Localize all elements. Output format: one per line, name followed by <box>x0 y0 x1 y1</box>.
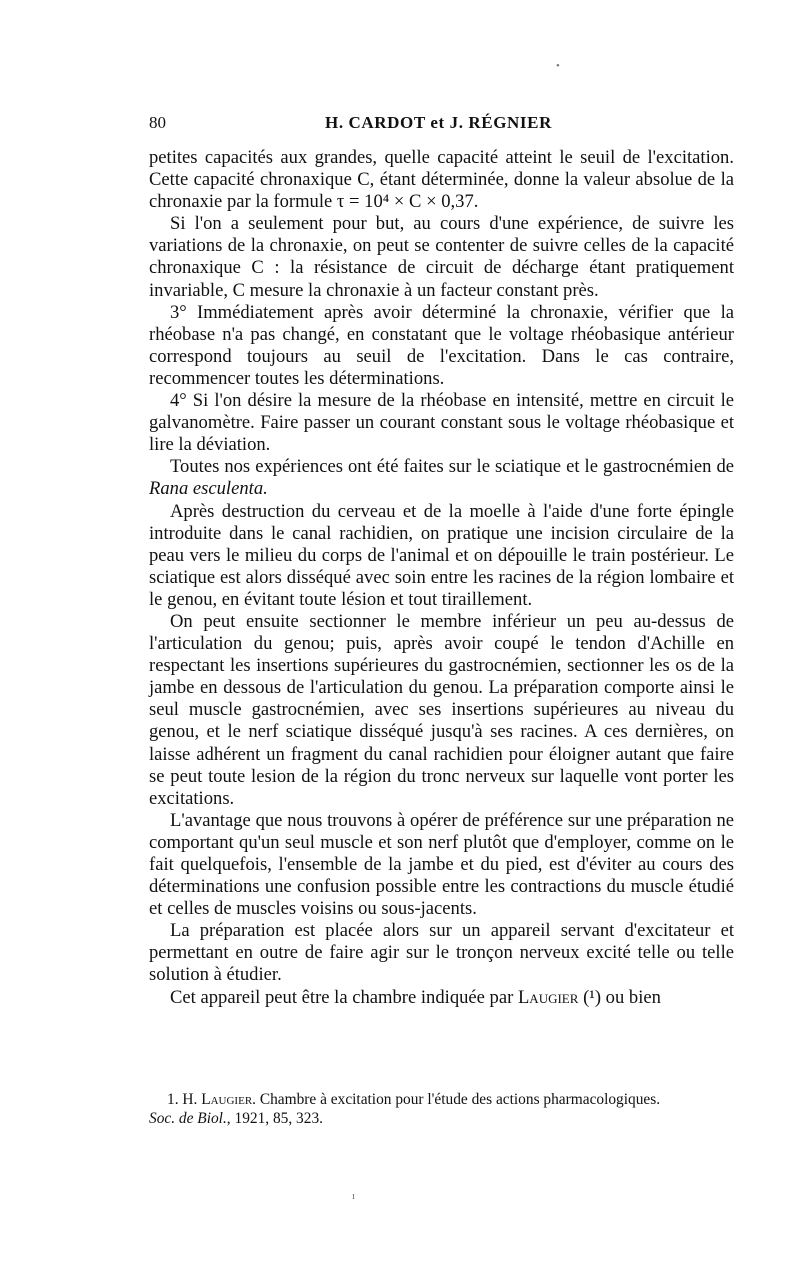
paragraph-10-text: Cet appareil peut être la chambre indiquée par <box>170 986 518 1008</box>
footnote-1-reference: , 1921, 85, 323. <box>226 1110 323 1127</box>
paragraph-5-text: Toutes nos expériences ont été faites sur le sciatique et le gastrocnémien de <box>170 456 734 478</box>
page-header <box>149 113 728 135</box>
paragraph-9: La préparation est placée alors sur un appareil servant d'excitateur et permettant en outre de faire agir sur le tronçon nerveux excité telle ou telle solution à étudier. <box>149 920 734 986</box>
paragraph-10 <box>149 987 734 1009</box>
footnote-1-citation <box>149 1109 734 1128</box>
footnote-1-author: Laugier <box>201 1091 253 1108</box>
author-name: Laugier <box>517 986 579 1008</box>
paragraph-1: petites capacités aux grandes, quelle capacité atteint le seuil de l'excitation. Cette capacité chronaxique C, étant déterminée, donne la valeur absolue de la chronaxie par la formule τ = 10⁴ × C × 0,37. <box>149 147 734 213</box>
footnotes <box>149 1090 734 1128</box>
body-text <box>149 147 734 1009</box>
footnote-reference: (¹) ou bien <box>578 986 661 1008</box>
paragraph-7: On peut ensuite sectionner le membre inférieur un peu au-dessus de l'articulation du genou; puis, après avoir coupé le tendon d'Achille en respectant les insertions supérieures du gastrocnémien, sectionner les os de la jambe en dessous de l'articulation du genou. La préparation comporte ainsi le seul muscle gastrocnémien, avec ses insertions supérieures au niveau du genou, et le nerf sciatique disséqué jusqu'à ses racines. A ces dernières, on laisse adhérent un fragment du canal rachidien pour éloigner autant que faire se peut toute lesion de la région du tronc nerveux sur laquelle vont porter les excitations. <box>149 610 734 809</box>
footnote-1-number: 1. H. <box>167 1091 202 1108</box>
paragraph-3: 3° Immédiatement après avoir déterminé la chronaxie, vérifier que la rhéobase n'a pas changé, en constatant que le voltage rhéobasique antérieur correspond toujours au seuil de l'excitation. Dans le cas contraire, recommencer toutes les déterminations. <box>149 301 734 389</box>
paragraph-6: Après destruction du cerveau et de la moelle à l'aide d'une forte épingle introduite dans le canal rachidien, on pratique une incision circulaire de la peau vers le milieu du corps de l'animal et on dépouille le train postérieur. Le sciatique est alors disséqué avec soin entre les racines de la région lombaire et le genou, en évitant toute lésion et tout tiraillement. <box>149 500 734 610</box>
page-number: 80 <box>149 113 166 132</box>
paragraph-4: 4° Si l'on désire la mesure de la rhéobase en intensité, mettre en circuit le galvanomètre. Faire passer un courant constant sous le voltage rhéobasique et lire la déviation. <box>149 390 734 456</box>
paragraph-5 <box>149 456 734 500</box>
paragraph-8: L'avantage que nous trouvons à opérer de préférence sur une préparation ne comportant qu'un seul muscle et son nerf plutôt que d'employer, comme on le fait quelquefois, l'ensemble de la jambe et du pied, est d'éviter au cours des déterminations une confusion possible entre les contractions du muscle étudié et celles de muscles voisins ou sous-jacents. <box>149 809 734 920</box>
footnote-1-journal: Soc. de Biol. <box>149 1110 227 1127</box>
species-name: Rana esculenta. <box>149 478 268 500</box>
scan-speck: ı <box>352 1190 356 1202</box>
paragraph-2: Si l'on a seulement pour but, au cours d'une expérience, de suivre les variations de la chronaxie, on peut se contenter de suivre celles de la capacité chronaxique C : la résistance de circuit de décharge étant pratiquement invariable, C mesure la chronaxie à un facteur constant près. <box>149 213 734 301</box>
footnote-1 <box>149 1090 734 1109</box>
footnote-1-title: . Chambre à excitation pour l'étude des actions pharmacologiques. <box>252 1091 661 1108</box>
scan-speck: • <box>556 60 560 72</box>
running-head: H. CARDOT et J. RÉGNIER <box>325 113 552 132</box>
